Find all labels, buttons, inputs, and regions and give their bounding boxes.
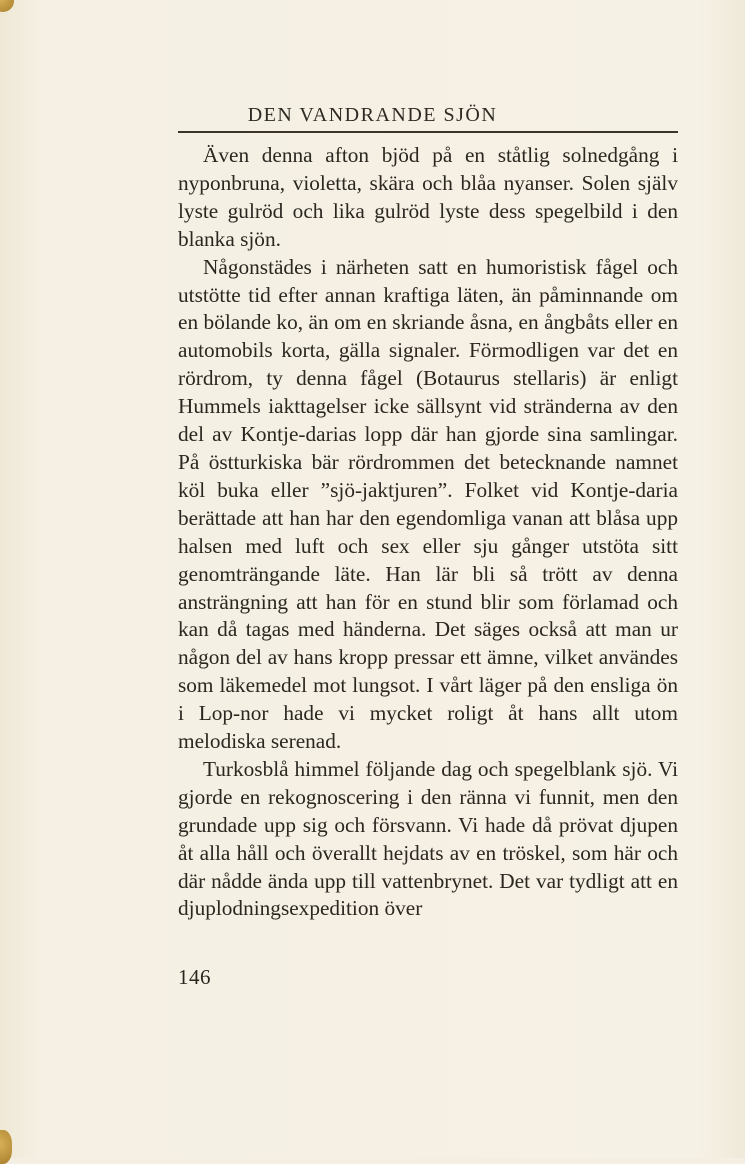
paragraph: Turkosblå himmel följande dag och spegelblank sjö. Vi gjorde en rekognoscering i den ränna vi funnit, men den grundade upp sig och försvann. Vi hade då prövat djupen åt alla håll och överallt hejdats av en tröskel, som här och där nådde ända upp till vattenbrynet. Det var tydligt att en djuplodningsexpedition över	[178, 756, 678, 921]
page-number: 146	[178, 965, 211, 989]
running-head: DEN VANDRANDE SJÖN	[247, 104, 498, 126]
page-corner-mark	[0, 0, 14, 12]
header-rule	[178, 131, 678, 133]
page-corner-mark	[0, 1130, 12, 1164]
paragraph: Någonstädes i närheten satt en humoristisk fågel och utstötte tid efter annan kraftiga läten, än påminnande om en bölande ko, än om en skriande åsna, en ångbåts eller en automobils korta, gälla signaler. Förmodligen var det en rördrom, ty denna fågel (Botaurus stellaris) är enligt Hummels iakttagelser icke sällsynt vid stränderna av den del av Kontje-darias lopp där han gjorde sina samlingar. På östturkiska bär rördrommen det betecknande namnet köl buka eller ”sjö-jaktjuren”. Folket vid Kontje-daria berättade att han har den egendomliga vanan att blåsa upp halsen med luft och sex eller sju gånger utstöta sitt genomträngande läte. Han lär bli så trött av denna ansträngning att han för en stund blir som förlamad och kan då tagas med händerna. Det säges också att man ur någon del av hans kropp pressar ett ämne, vilket användes som läkemedel mot lungsot. I vårt läger på den ensliga ön i Lop-nor hade vi mycket roligt åt hans allt utom melodiska serenad.	[178, 254, 678, 754]
body-text	[178, 142, 678, 923]
paragraph: Även denna afton bjöd på en ståtlig solnedgång i nyponbruna, violetta, skära och blåa nyanser. Solen själv lyste gulröd och lika gulröd lyste dess spegelbild i den blanka sjön.	[178, 143, 678, 251]
